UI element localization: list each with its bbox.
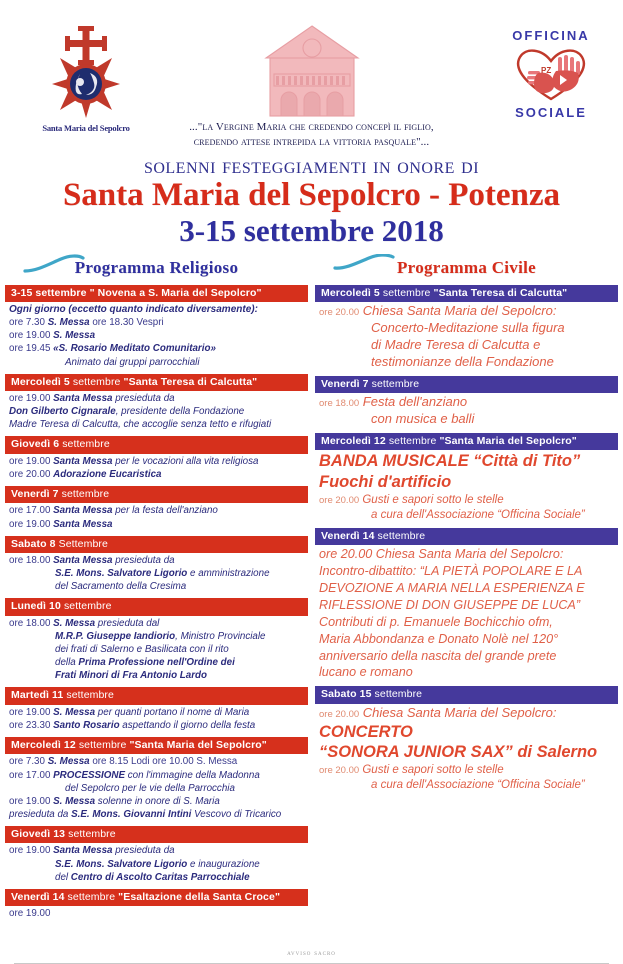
date-bar-date: Mercoledì 5 xyxy=(11,375,70,388)
program-section xyxy=(5,374,308,434)
date-bar-month: settembre xyxy=(65,828,116,841)
entry-label: S. Messa xyxy=(47,756,90,768)
date-bar xyxy=(5,737,308,754)
entry-time: ore 20.00 xyxy=(319,547,373,562)
entry-label: Santa Messa xyxy=(53,505,113,517)
program-section xyxy=(5,598,308,684)
date-bar-month: settembre xyxy=(75,739,130,752)
program-entry: ore 20.00 Chiesa Santa Maria del Sepolcro: xyxy=(319,704,557,720)
programs-container xyxy=(0,252,623,923)
program-entry xyxy=(9,392,306,405)
entry-label: S. Messa xyxy=(53,706,96,718)
program-entry xyxy=(9,468,306,481)
program-subentry: Animato dai gruppi parrocchiali xyxy=(65,356,200,368)
entry-detail: presieduta da xyxy=(112,845,175,857)
program-entry: ore 20.00 Chiesa Santa Maria del Sepolcro: xyxy=(319,547,564,562)
date-bar xyxy=(5,687,308,704)
program-detail: presieduta da S.E. Mons. Giovanni Intini Vescovo di Tricarico xyxy=(9,808,282,820)
entry-time: ore 17.00 xyxy=(9,769,51,781)
program-detail: Concerto-Meditazione sulla figura xyxy=(371,320,565,336)
date-bar-date: Giovedì 13 xyxy=(11,828,66,841)
program-detail: dei frati di Salerno e Basilicata con il rito xyxy=(55,644,229,656)
date-bar-month: settembre xyxy=(374,529,426,542)
date-bar-month: settembre xyxy=(371,688,423,701)
program-highlight: BANDA MUSICALE “Città di Tito” xyxy=(319,452,581,471)
program-section xyxy=(5,687,308,734)
program-detail: RIFLESSIONE DI DON GIUSEPPE DE LUCA” xyxy=(319,597,581,612)
civil-program-header xyxy=(315,252,618,282)
date-bar-date: Venerdì 7 xyxy=(321,377,369,390)
date-bar-title: "Santa Teresa di Calcutta" xyxy=(123,375,258,388)
program-detail: Frati Minori di Fra Antonio Lardo xyxy=(55,670,208,682)
entry-label: Santa Messa xyxy=(53,845,113,857)
entry-time: ore 19.00 xyxy=(9,518,51,530)
entry-time: ore 23.30 xyxy=(9,719,51,731)
entry-detail: presieduta dal xyxy=(95,617,160,629)
program-detail: anniversario della nascita del grande prete xyxy=(319,648,557,663)
entry-time: ore 20.00 xyxy=(319,307,360,319)
entry-time: ore 17.00 xyxy=(9,505,51,517)
program-highlight: “SONORA JUNIOR SAX” di Salerno xyxy=(319,743,598,762)
entry-time: ore 18.00 xyxy=(9,617,51,629)
date-bar-month: Settembre xyxy=(55,537,108,550)
footer-note: avviso sacro xyxy=(287,948,336,958)
date-bar xyxy=(5,285,308,302)
religious-program-column xyxy=(5,252,308,923)
entry-detail: presieduta da xyxy=(112,393,175,405)
date-bar-title: " Novena a S. Maria del Sepolcro" xyxy=(89,286,262,299)
program-detail: a cura dell'Associazione “Officina Sociale” xyxy=(371,778,585,791)
program-detail: della Prima Professione nell'Ordine dei xyxy=(55,657,235,669)
date-bar-month: settembre xyxy=(58,488,110,501)
date-bar-title: "Santa Maria del Sepolcro" xyxy=(439,434,577,447)
heart-hands-icon xyxy=(501,43,601,105)
entry-extra: ore 18.30 Vespri xyxy=(89,317,164,329)
date-bar-title: "Santa Teresa di Calcutta" xyxy=(433,286,568,299)
date-bar-date: Sabato 15 xyxy=(321,688,372,701)
swoosh-decoration-icon xyxy=(333,254,395,279)
program-detail: S.E. Mons. Salvatore Ligorio e amministrazione xyxy=(55,568,270,580)
date-bar-date: 3-15 settembre xyxy=(11,286,87,299)
program-note: Ogni giorno (eccetto quanto indicato diversamente): xyxy=(9,304,258,316)
program-entry: ore 18.00 Festa dell'anziano xyxy=(319,394,468,410)
civil-program-title: Programma Civile xyxy=(396,257,537,277)
civil-program-column xyxy=(315,252,618,923)
svg-text:PZ: PZ xyxy=(541,66,552,75)
entry-label: S. Messa xyxy=(47,317,90,329)
entry-time: ore 7.30 xyxy=(9,756,45,768)
entry-label: Santa Messa xyxy=(53,455,113,467)
entry-time: ore 20.00 xyxy=(319,708,360,720)
civil-program-body xyxy=(315,285,618,795)
program-entry xyxy=(9,755,306,768)
title-line-2: Santa Maria del Sepolcro - Potenza xyxy=(62,177,561,214)
religious-program-title: Programma Religioso xyxy=(74,257,239,277)
entry-label: PROCESSIONE xyxy=(53,769,126,781)
poster-header xyxy=(0,0,623,152)
program-detail: del Sacramento della Cresima xyxy=(55,581,187,593)
quote-line-1: ..."la Vergine Maria che credendo concepì il figlio, xyxy=(189,121,434,133)
entry-detail: presieduta da xyxy=(112,555,175,567)
date-bar-month: settembre xyxy=(59,438,110,451)
date-bar xyxy=(315,433,618,450)
program-detail: lucano e romano xyxy=(319,665,413,680)
program-detail: DEVOZIONE A MARIA NELLA ESPERIENZA E xyxy=(319,581,585,596)
officina-sociale-top-label: OFFICINA xyxy=(512,28,590,43)
date-bar-date: Venerdì 14 xyxy=(321,529,375,542)
entry-detail: con l'immagine della Madonna xyxy=(125,769,260,781)
poster-title xyxy=(0,154,623,248)
program-detail: di Madre Teresa di Calcutta e xyxy=(371,337,541,353)
entry-time: ore 19.45 xyxy=(9,343,51,355)
date-bar xyxy=(5,436,308,453)
date-bar xyxy=(315,528,618,545)
entry-time: ore 19.00 xyxy=(9,795,51,807)
quote-line-2: credendo attese intrepida la vittoria pasquale"... xyxy=(193,135,430,148)
program-section xyxy=(5,436,308,483)
entry-time: ore 20.00 xyxy=(319,764,360,776)
entry-detail: per le vocazioni alla vita religiosa xyxy=(112,455,259,467)
religious-program-body xyxy=(5,285,308,923)
entry-detail: per quanti portano il nome di Maria xyxy=(95,706,250,718)
program-section xyxy=(5,536,308,596)
entry-time: ore 19.00 xyxy=(9,393,51,405)
date-bar xyxy=(5,889,308,906)
entry-time: ore 19.00 xyxy=(9,706,51,718)
program-entry xyxy=(9,617,306,630)
entry-time: ore 20.00 xyxy=(9,468,51,480)
program-entry xyxy=(9,455,306,468)
program-entry xyxy=(9,504,306,517)
date-bar-date: Mercoledì 12 xyxy=(11,739,76,752)
program-entry xyxy=(9,518,306,531)
entry-time: ore 20.00 xyxy=(319,494,360,506)
program-detail: testimonianze della Fondazione xyxy=(371,353,554,369)
date-bar xyxy=(315,686,618,703)
program-section xyxy=(5,826,308,886)
program-entry: ore 20.00 Chiesa Santa Maria del Sepolcro: xyxy=(319,303,557,319)
date-bar-date: Martedì 11 xyxy=(11,689,64,702)
program-detail: Madre Teresa di Calcutta, che accoglie senza tetto e rifugiati xyxy=(9,419,272,431)
program-detail: Contributi di p. Emanuele Bochicchio ofm, xyxy=(319,614,553,629)
date-bar-date: Sabato 8 xyxy=(11,537,56,550)
entry-label: Santo Rosario xyxy=(53,719,120,731)
date-bar-month: settembre xyxy=(60,600,112,613)
program-detail: del Sepolcro per le vie della Parrocchia xyxy=(65,782,235,794)
date-bar-date: Giovedì 6 xyxy=(11,438,60,451)
entry-label: Santa Messa xyxy=(53,393,113,405)
date-bar xyxy=(5,826,308,843)
religious-program-header xyxy=(5,252,308,282)
date-bar-month: settembre xyxy=(63,689,114,702)
date-bar-month: settembre xyxy=(64,890,119,903)
entry-detail: solenne in onore di S. Maria xyxy=(95,795,220,807)
entry-detail: per la festa dell'anziano xyxy=(112,505,218,517)
entry-time: ore 7.30 xyxy=(9,317,45,329)
program-highlight: Fuochi d'artificio xyxy=(319,472,452,491)
date-bar-month: settembre xyxy=(385,434,440,447)
program-entry: ore 20.00 Gusti e sapori sotto le stelle xyxy=(319,493,504,506)
program-section xyxy=(5,285,308,371)
program-detail: Maria Abbondanza e Donato Nolè nel 120° xyxy=(319,631,559,646)
program-section xyxy=(315,433,618,525)
date-bar xyxy=(5,374,308,391)
program-detail: del Centro di Ascolto Caritas Parrocchiale xyxy=(55,871,250,883)
title-line-3: 3-15 settembre 2018 xyxy=(179,212,444,248)
program-entry: ore 20.00 Gusti e sapori sotto le stelle xyxy=(319,763,504,776)
program-detail: Don Gilberto Cignarale, presidente della Fondazione xyxy=(9,406,245,418)
program-section xyxy=(315,285,618,373)
program-entry xyxy=(9,769,306,782)
entry-label: S. Messa xyxy=(53,617,96,629)
program-section xyxy=(5,486,308,533)
entry-time: ore 19.00 xyxy=(9,330,51,342)
program-section xyxy=(5,737,308,823)
program-entry xyxy=(9,554,306,567)
date-bar-date: Mercoledì 12 xyxy=(321,434,386,447)
program-entry xyxy=(9,706,306,719)
date-bar xyxy=(315,285,618,302)
entry-extra: ore 8.15 Lodi ore 10.00 S. Messa xyxy=(89,756,238,768)
entry-detail: aspettando il giorno della festa xyxy=(119,719,256,731)
entry-label: S. Messa xyxy=(53,330,96,342)
program-entry xyxy=(9,844,306,857)
program-section xyxy=(315,686,618,795)
program-highlight: CONCERTO xyxy=(319,722,413,741)
program-entry xyxy=(9,795,306,808)
date-bar xyxy=(315,376,618,393)
officina-sociale-bottom-label: SOCIALE xyxy=(515,105,587,120)
program-section xyxy=(315,528,618,683)
entry-label: «S. Rosario Meditato Comunitario» xyxy=(53,343,216,355)
program-entry xyxy=(9,316,306,329)
program-detail: con musica e balli xyxy=(371,411,475,427)
entry-time: ore 19.00 xyxy=(9,845,51,857)
entry-label: Santa Messa xyxy=(53,555,113,567)
entry-time: ore 19.00 xyxy=(9,908,51,920)
program-entry xyxy=(9,907,306,920)
program-detail: a cura dell'Associazione “Officina Sociale” xyxy=(371,508,585,521)
program-entry xyxy=(9,329,306,342)
program-detail: M.R.P. Giuseppe Iandiorio, Ministro Provinciale xyxy=(55,630,266,642)
date-bar-title: "Santa Maria del Sepolcro" xyxy=(129,739,267,752)
entry-label: Adorazione Eucaristica xyxy=(53,468,162,480)
date-bar xyxy=(5,486,308,503)
date-bar-month: settembre xyxy=(379,286,431,299)
entry-time: ore 18.00 xyxy=(319,398,360,410)
date-bar-title: "Esaltazione della Santa Croce" xyxy=(118,890,281,903)
program-entry xyxy=(9,719,306,732)
marian-quote xyxy=(0,120,623,149)
officina-sociale-logo xyxy=(501,28,601,120)
date-bar-date: Lunedì 10 xyxy=(11,600,61,613)
date-bar xyxy=(5,536,308,553)
program-section xyxy=(5,889,308,923)
date-bar-month: settembre xyxy=(368,377,420,390)
date-bar xyxy=(5,598,308,615)
program-entry xyxy=(9,342,306,355)
program-detail: Incontro-dibattito: “LA PIETÀ POPOLARE E LA xyxy=(319,564,583,579)
date-bar-date: Venerdì 14 xyxy=(11,890,65,903)
entry-time: ore 19.00 xyxy=(9,455,51,467)
entry-label: Santa Messa xyxy=(53,518,113,530)
entry-label: S. Messa xyxy=(53,795,96,807)
program-section xyxy=(315,376,618,430)
date-bar-month: settembre xyxy=(69,375,121,388)
entry-time: ore 18.00 xyxy=(9,555,51,567)
date-bar-date: Mercoledì 5 xyxy=(321,286,380,299)
program-detail: S.E. Mons. Salvatore Ligorio e inaugurazione xyxy=(55,858,260,870)
date-bar-date: Venerdì 7 xyxy=(11,488,59,501)
title-line-1: solenni festeggiamenti in onore di xyxy=(143,153,480,178)
parish-logo-caption: Santa Maria del Sepolcro xyxy=(42,123,130,133)
